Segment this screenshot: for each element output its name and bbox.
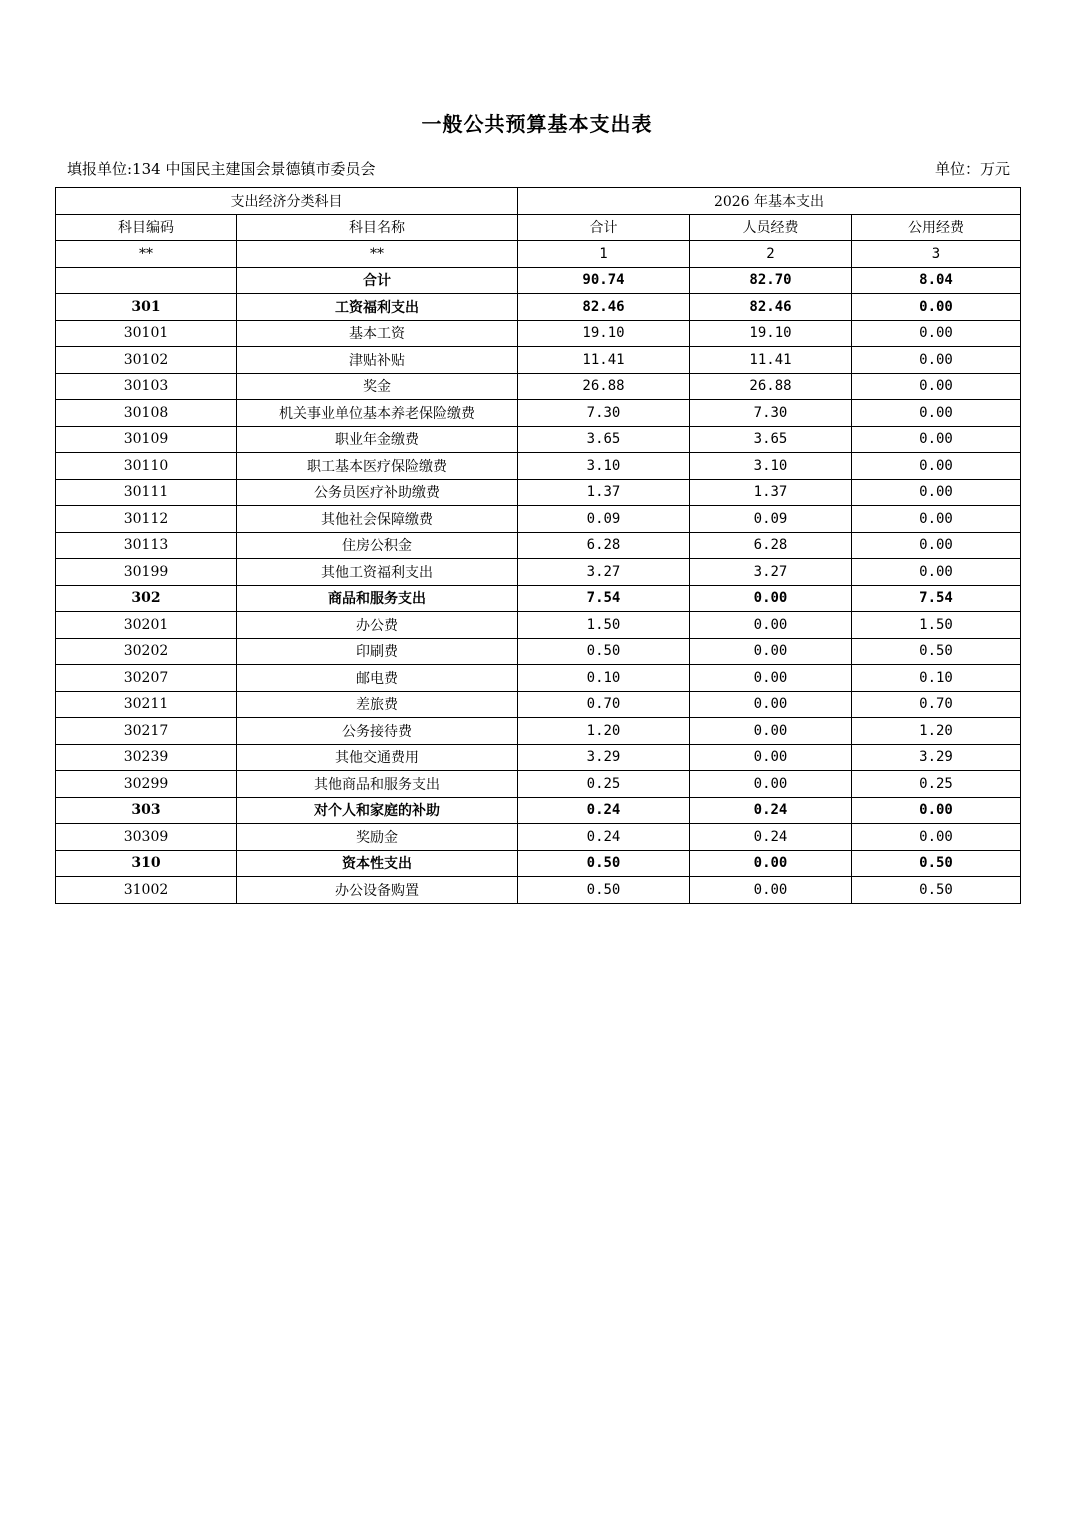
row-code-cell [56,267,237,294]
row-total-cell: 0.70 [518,691,690,718]
table-row [56,824,1021,851]
row-personnel-cell: 0.00 [690,612,852,639]
row-public-cell: 0.00 [852,347,1021,374]
row-personnel-cell: 0.00 [690,850,852,877]
column-header-name: 科目名称 [237,214,518,241]
index-code: ** [56,241,237,268]
row-total-cell: 0.24 [518,824,690,851]
table-row [56,665,1021,692]
row-public-cell: 1.50 [852,612,1021,639]
currency-unit: 单位：万元 [934,160,1010,178]
row-name-cell: 机关事业单位基本养老保险缴费 [237,400,518,427]
row-total-cell: 0.09 [518,506,690,533]
row-total-cell: 0.50 [518,638,690,665]
index-public: 3 [852,241,1021,268]
row-name-cell: 印刷费 [237,638,518,665]
row-name-cell: 住房公积金 [237,532,518,559]
column-header-code: 科目编码 [56,214,237,241]
row-name-cell: 资本性支出 [237,850,518,877]
reporting-unit: 填报单位:134 中国民主建国会景德镇市委员会 [67,160,376,178]
row-public-cell: 0.00 [852,320,1021,347]
row-name-cell: 对个人和家庭的补助 [237,797,518,824]
row-total-cell: 7.30 [518,400,690,427]
row-public-cell: 0.00 [852,506,1021,533]
table-row [56,638,1021,665]
row-name-cell: 商品和服务支出 [237,585,518,612]
page-title: 一般公共预算基本支出表 [421,112,653,136]
row-personnel-cell: 0.24 [690,824,852,851]
row-personnel-cell: 0.00 [690,771,852,798]
header-columns-row [56,214,1021,241]
row-name-cell: 职业年金缴费 [237,426,518,453]
row-personnel-cell: 3.65 [690,426,852,453]
row-total-cell: 0.50 [518,877,690,904]
table-row [56,612,1021,639]
row-name-cell: 津贴补贴 [237,347,518,374]
row-total-cell: 1.20 [518,718,690,745]
row-code-cell: 30299 [56,771,237,798]
row-code-cell: 30108 [56,400,237,427]
table-row [56,744,1021,771]
index-personnel: 2 [690,241,852,268]
table-row [56,373,1021,400]
row-public-cell: 0.50 [852,850,1021,877]
row-total-cell: 1.50 [518,612,690,639]
row-public-cell: 0.50 [852,877,1021,904]
table-row [56,320,1021,347]
row-personnel-cell: 82.70 [690,267,852,294]
row-public-cell: 0.00 [852,797,1021,824]
row-public-cell: 0.50 [852,638,1021,665]
row-personnel-cell: 1.37 [690,479,852,506]
table-row [56,877,1021,904]
row-code-cell: 31002 [56,877,237,904]
table-row [56,479,1021,506]
column-header-total: 合计 [518,214,690,241]
column-header-personnel: 人员经费 [690,214,852,241]
header-economic-classification: 支出经济分类科目 [56,188,518,215]
table-row [56,850,1021,877]
row-personnel-cell: 0.00 [690,691,852,718]
row-public-cell: 0.00 [852,426,1021,453]
row-total-cell: 26.88 [518,373,690,400]
row-code-cell: 30110 [56,453,237,480]
row-name-cell: 其他社会保障缴费 [237,506,518,533]
row-name-cell: 其他工资福利支出 [237,559,518,586]
row-code-cell: 302 [56,585,237,612]
row-total-cell: 3.65 [518,426,690,453]
table-row [56,426,1021,453]
row-public-cell: 0.00 [852,532,1021,559]
row-total-cell: 0.10 [518,665,690,692]
index-name: ** [237,241,518,268]
row-code-cell: 301 [56,294,237,321]
table-row [56,559,1021,586]
row-name-cell: 职工基本医疗保险缴费 [237,453,518,480]
row-name-cell: 公务员医疗补助缴费 [237,479,518,506]
row-public-cell: 0.25 [852,771,1021,798]
row-total-cell: 19.10 [518,320,690,347]
table-row [56,532,1021,559]
row-total-cell: 3.10 [518,453,690,480]
table-row [56,771,1021,798]
row-personnel-cell: 0.00 [690,877,852,904]
row-code-cell: 30112 [56,506,237,533]
row-code-cell: 30109 [56,426,237,453]
table-row [56,718,1021,745]
index-total: 1 [518,241,690,268]
row-personnel-cell: 26.88 [690,373,852,400]
row-total-cell: 11.41 [518,347,690,374]
row-name-cell: 工资福利支出 [237,294,518,321]
row-total-cell: 0.25 [518,771,690,798]
row-code-cell: 30239 [56,744,237,771]
row-public-cell: 0.00 [852,373,1021,400]
row-personnel-cell: 82.46 [690,294,852,321]
row-public-cell: 0.00 [852,400,1021,427]
header-group-row [56,188,1021,215]
budget-table [55,187,1021,904]
row-name-cell: 合计 [237,267,518,294]
row-public-cell: 0.00 [852,479,1021,506]
row-total-cell: 0.24 [518,797,690,824]
row-name-cell: 其他交通费用 [237,744,518,771]
row-personnel-cell: 0.00 [690,585,852,612]
row-personnel-cell: 19.10 [690,320,852,347]
row-public-cell: 0.70 [852,691,1021,718]
row-personnel-cell: 11.41 [690,347,852,374]
table-row [56,400,1021,427]
row-name-cell: 奖金 [237,373,518,400]
row-total-cell: 90.74 [518,267,690,294]
row-code-cell: 30101 [56,320,237,347]
row-code-cell: 30201 [56,612,237,639]
table-row [56,267,1021,294]
row-code-cell: 30113 [56,532,237,559]
row-total-cell: 7.54 [518,585,690,612]
row-personnel-cell: 3.27 [690,559,852,586]
row-public-cell: 0.00 [852,294,1021,321]
row-total-cell: 1.37 [518,479,690,506]
row-personnel-cell: 0.00 [690,638,852,665]
table-row [56,585,1021,612]
row-name-cell: 差旅费 [237,691,518,718]
row-public-cell: 0.00 [852,453,1021,480]
header-basic-expenditure: 2026 年基本支出 [518,188,1021,215]
row-code-cell: 30103 [56,373,237,400]
row-public-cell: 0.00 [852,824,1021,851]
row-personnel-cell: 0.09 [690,506,852,533]
row-name-cell: 公务接待费 [237,718,518,745]
row-name-cell: 奖励金 [237,824,518,851]
row-public-cell: 1.20 [852,718,1021,745]
table-row [56,691,1021,718]
row-code-cell: 30202 [56,638,237,665]
row-total-cell: 0.50 [518,850,690,877]
row-personnel-cell: 0.00 [690,665,852,692]
table-row [56,797,1021,824]
row-public-cell: 3.29 [852,744,1021,771]
row-total-cell: 6.28 [518,532,690,559]
row-public-cell: 0.10 [852,665,1021,692]
row-public-cell: 7.54 [852,585,1021,612]
row-name-cell: 邮电费 [237,665,518,692]
row-name-cell: 基本工资 [237,320,518,347]
row-public-cell: 0.00 [852,559,1021,586]
row-name-cell: 办公费 [237,612,518,639]
table-row [56,506,1021,533]
table-row [56,294,1021,321]
table-row [56,347,1021,374]
row-personnel-cell: 0.24 [690,797,852,824]
row-code-cell: 30211 [56,691,237,718]
row-name-cell: 其他商品和服务支出 [237,771,518,798]
row-code-cell: 30217 [56,718,237,745]
row-total-cell: 82.46 [518,294,690,321]
table-row [56,453,1021,480]
row-name-cell: 办公设备购置 [237,877,518,904]
row-code-cell: 30207 [56,665,237,692]
row-public-cell: 8.04 [852,267,1021,294]
row-personnel-cell: 0.00 [690,718,852,745]
row-personnel-cell: 3.10 [690,453,852,480]
row-personnel-cell: 6.28 [690,532,852,559]
row-code-cell: 303 [56,797,237,824]
row-total-cell: 3.27 [518,559,690,586]
row-code-cell: 30102 [56,347,237,374]
row-personnel-cell: 0.00 [690,744,852,771]
row-code-cell: 30309 [56,824,237,851]
row-code-cell: 310 [56,850,237,877]
header-index-row [56,241,1021,268]
row-total-cell: 3.29 [518,744,690,771]
row-code-cell: 30199 [56,559,237,586]
row-code-cell: 30111 [56,479,237,506]
row-personnel-cell: 7.30 [690,400,852,427]
column-header-public: 公用经费 [852,214,1021,241]
